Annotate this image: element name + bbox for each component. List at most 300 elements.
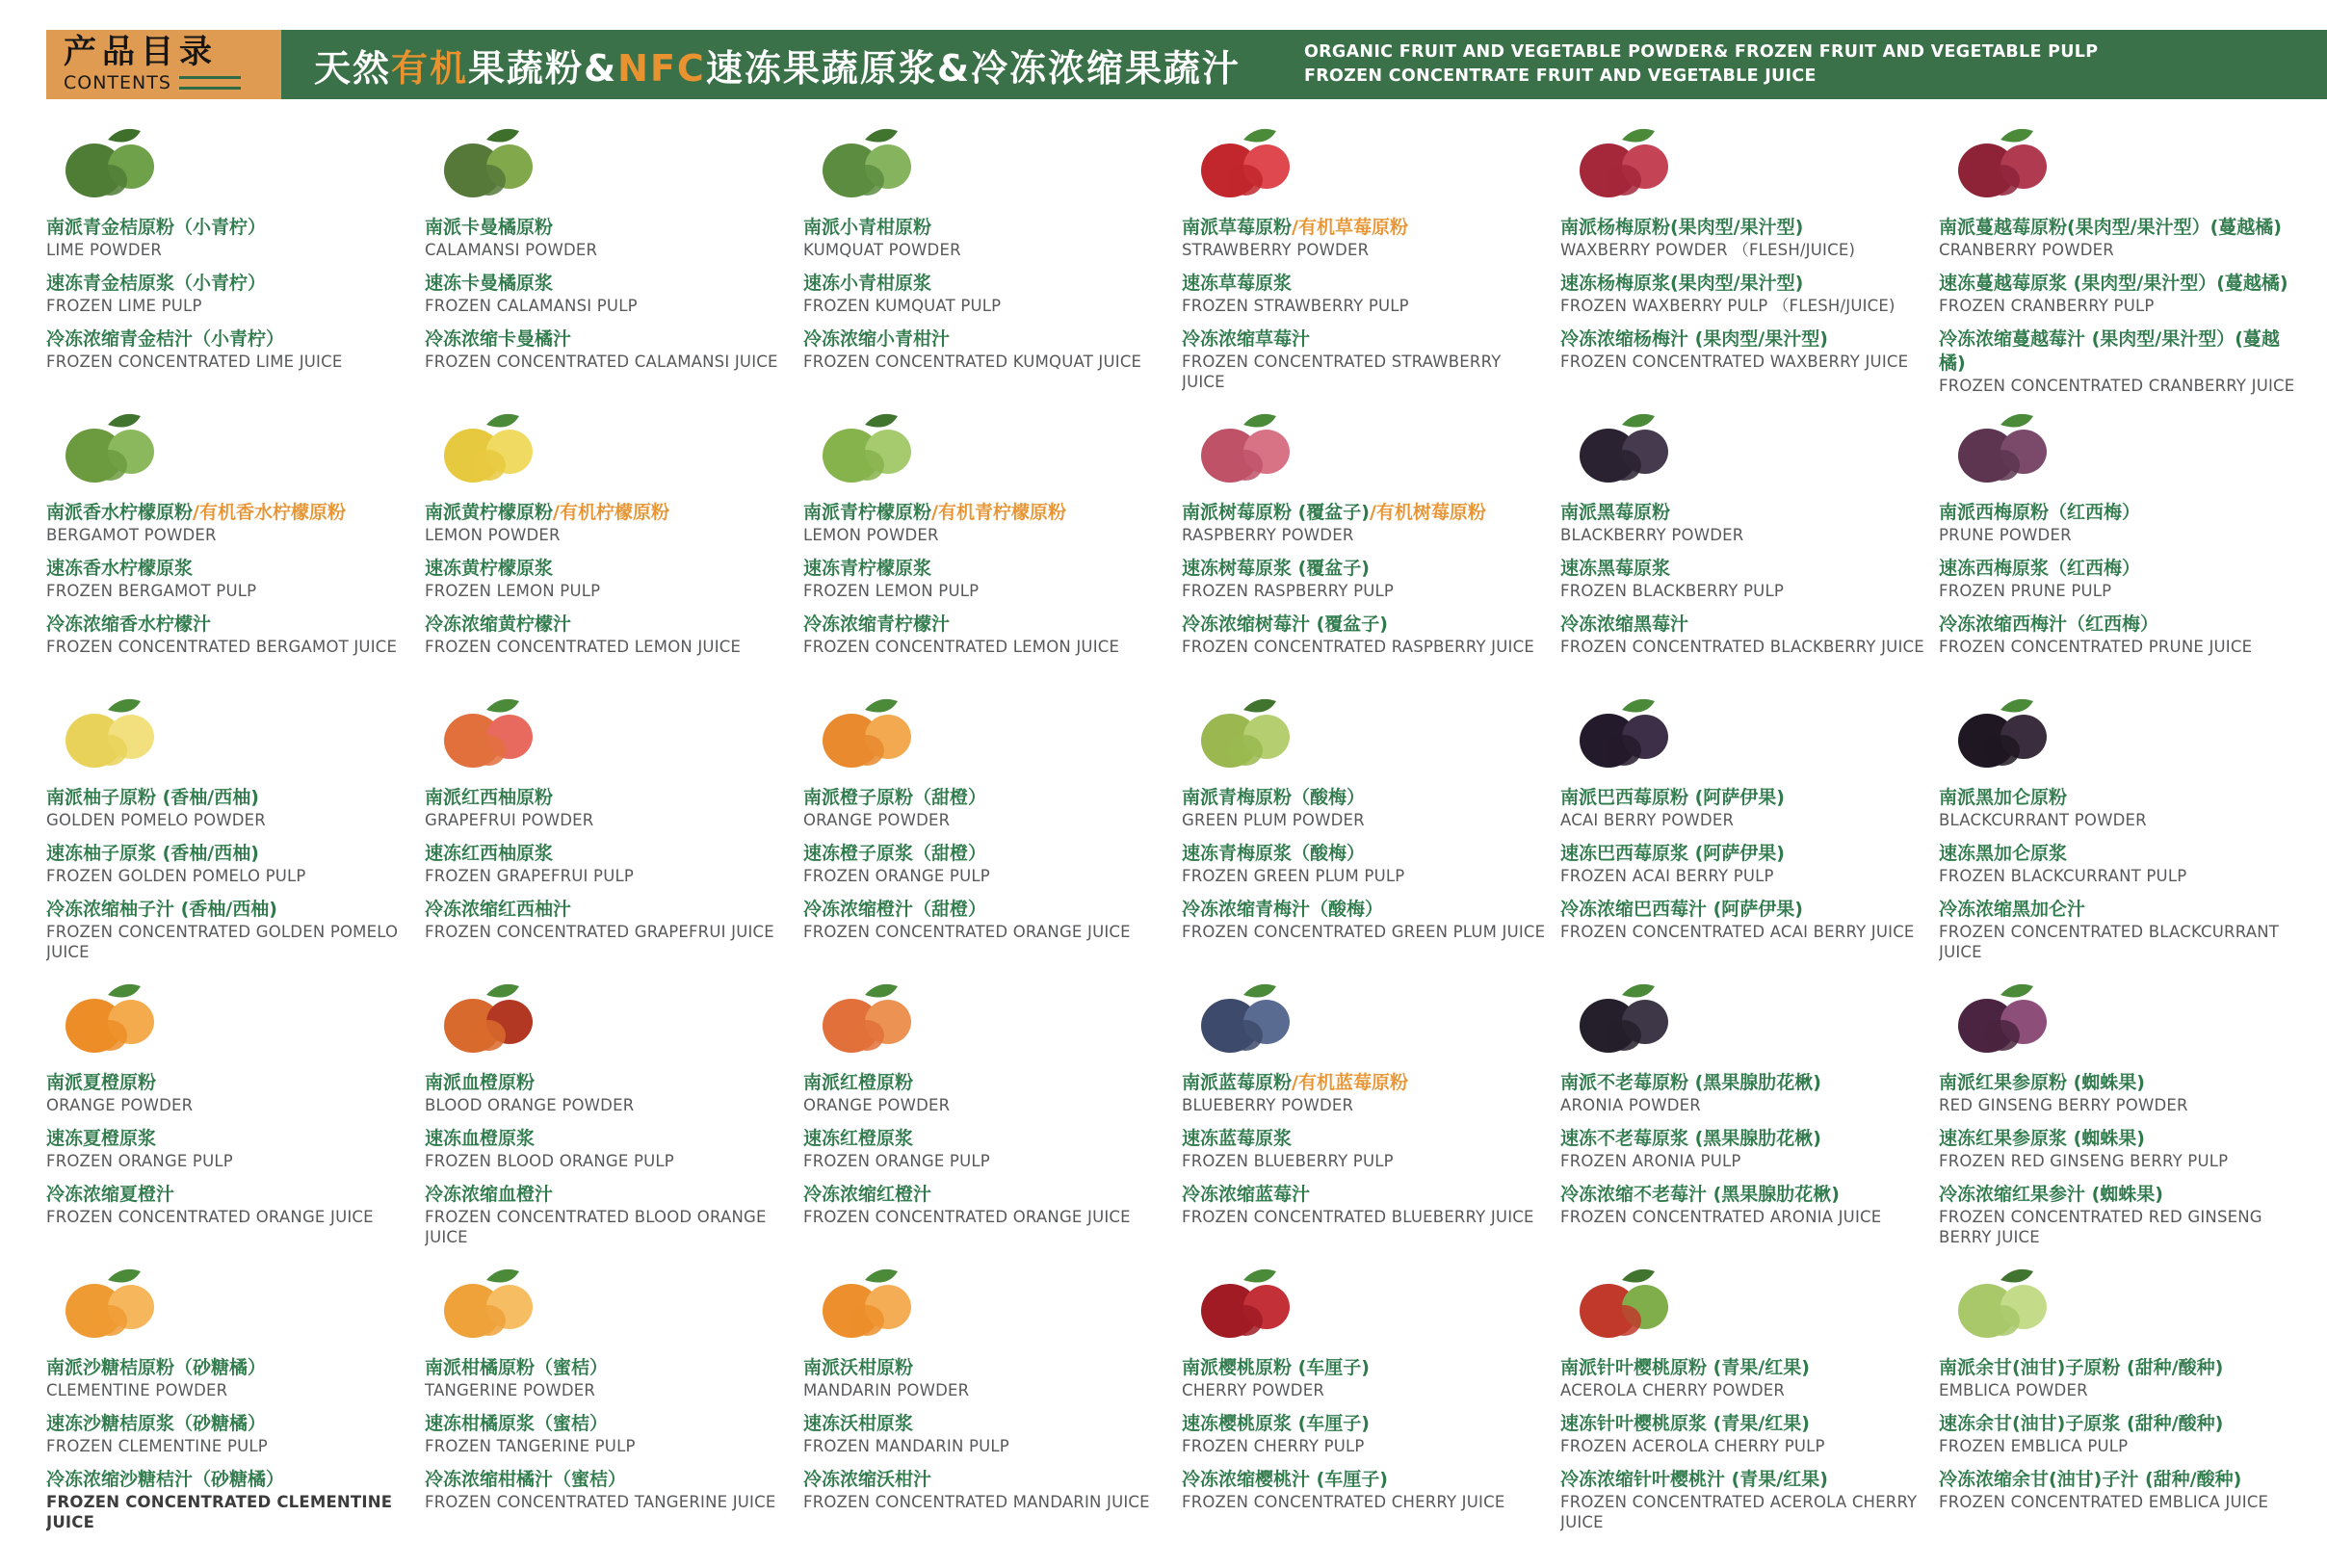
product-name-zh: 速冻沃柑原浆 xyxy=(803,1413,914,1434)
product-name-en: FROZEN CONCENTRATED ARONIA JUICE xyxy=(1560,1208,1882,1226)
product-name-zh: 南派橙子原粉（甜橙） xyxy=(803,787,987,808)
product-entry xyxy=(425,1468,792,1512)
product-name-en: FROZEN CONCENTRATED BLACKBERRY JUICE xyxy=(1560,638,1924,656)
product-entry xyxy=(1939,557,2306,601)
product-name-zh: 南派不老莓原粉 (黑果腺肋花楸) xyxy=(1560,1072,1821,1093)
emblica-photo xyxy=(1939,1260,2083,1348)
product-name-zh: 速冻血橙原浆 xyxy=(425,1128,536,1149)
product-entry xyxy=(1182,216,1549,260)
product-name-en: FROZEN RASPBERRY PULP xyxy=(1182,582,1395,600)
product-entry xyxy=(425,327,792,372)
product-entry xyxy=(1560,327,1927,372)
product-name-en: FROZEN ORANGE PULP xyxy=(46,1152,233,1170)
product-name-zh: 南派青金桔原粉（小青柠） xyxy=(46,217,267,238)
blueberry-photo xyxy=(1182,975,1326,1063)
product-entry xyxy=(803,557,1170,601)
product-name-zh: 速冻草莓原浆 xyxy=(1182,273,1293,294)
product-entry xyxy=(425,557,792,601)
product-name-en: FROZEN CONCENTRATED BERGAMOT JUICE xyxy=(46,638,398,656)
product-name-en: FROZEN WAXBERRY PULP （FLESH/JUICE) xyxy=(1560,297,1896,315)
product-entry xyxy=(803,1356,1170,1400)
product-entry xyxy=(1182,842,1549,886)
product-name-en: FROZEN CONCENTRATED ACEROLA CHERRY JUICE xyxy=(1560,1493,1918,1531)
product-entry xyxy=(1560,1071,1927,1115)
product-cell-waxberry xyxy=(1560,118,1927,403)
product-entry xyxy=(46,786,413,830)
product-cell-blackcurrant xyxy=(1939,688,2306,973)
product-name-en: FROZEN LIME PULP xyxy=(46,297,202,315)
product-name-zh: 南派树莓原粉 (覆盆子) xyxy=(1182,502,1370,523)
golden-pomelo-photo xyxy=(46,690,191,778)
product-name-zh: 南派青柠檬原粉 xyxy=(803,502,932,523)
contents-underline xyxy=(179,76,241,90)
product-name-en: FROZEN CONCENTRATED EMBLICA JUICE xyxy=(1939,1493,2269,1511)
product-cell-strawberry xyxy=(1182,118,1549,403)
product-name-en: FROZEN CONCENTRATED GRAPEFRUI JUICE xyxy=(425,923,774,941)
banner-en-line2: FROZEN CONCENTRATE FRUIT AND VEGETABLE JUICE xyxy=(1303,66,1817,86)
cranberry-photo xyxy=(1939,119,2083,208)
product-name-en: FROZEN CONCENTRATED CLEMENTINE JUICE xyxy=(46,1493,393,1531)
product-name-en: FROZEN ORANGE PULP xyxy=(803,867,990,885)
product-name-en: FROZEN RED GINSENG BERRY PULP xyxy=(1939,1152,2229,1170)
product-name-en: FROZEN CONCENTRATED LIME JUICE xyxy=(46,353,343,371)
product-name-zh: 冷冻浓缩蓝莓汁 xyxy=(1182,1184,1311,1205)
product-entry xyxy=(1182,898,1549,942)
product-name-zh: 南派黑莓原粉 xyxy=(1560,502,1671,523)
banner-title-en xyxy=(1304,40,2098,90)
product-entry xyxy=(803,1071,1170,1115)
product-entry xyxy=(1182,786,1549,830)
product-name-en: FROZEN KUMQUAT PULP xyxy=(803,297,1002,315)
product-name-en: FROZEN BLACKBERRY PULP xyxy=(1560,582,1785,600)
product-entry xyxy=(1560,1127,1927,1171)
banner-title-part: 有机 xyxy=(391,46,469,90)
product-name-en: ORANGE POWDER xyxy=(46,1096,194,1114)
product-name-en: FROZEN BERGAMOT PULP xyxy=(46,582,257,600)
green-lemon-photo xyxy=(803,405,948,493)
product-entry xyxy=(1939,272,2306,316)
product-entry xyxy=(1560,272,1927,316)
product-entry xyxy=(46,1127,413,1171)
product-entry xyxy=(1939,1412,2306,1456)
product-entry xyxy=(46,1356,413,1400)
product-entry xyxy=(1182,501,1549,545)
product-cell-red-ginseng-berry xyxy=(1939,973,2306,1258)
product-name-en: FROZEN GREEN PLUM PULP xyxy=(1182,867,1405,885)
product-cell-prune xyxy=(1939,403,2306,688)
aronia-photo xyxy=(1560,975,1705,1063)
product-name-en: FROZEN BLUEBERRY PULP xyxy=(1182,1152,1394,1170)
cherry-photo xyxy=(1182,1260,1326,1348)
product-name-zh: 速冻蓝莓原浆 xyxy=(1182,1128,1293,1149)
product-name-en: BERGAMOT POWDER xyxy=(46,526,217,544)
product-entry xyxy=(1560,786,1927,830)
product-name-zh: 冷冻浓缩余甘(油甘)子汁 (甜种/酸种) xyxy=(1939,1469,2242,1490)
product-entry xyxy=(46,501,413,545)
product-name-zh: 速冻针叶樱桃原浆 (青果/红果) xyxy=(1560,1413,1810,1434)
product-cell-green-lemon xyxy=(803,403,1170,688)
product-name-zh: 冷冻浓缩黄柠檬汁 xyxy=(425,614,572,635)
product-entry xyxy=(46,898,413,962)
product-name-zh: 冷冻浓缩柚子汁 (香柚/西柚) xyxy=(46,899,277,920)
product-name-en: FROZEN CONCENTRATED BLUEBERRY JUICE xyxy=(1182,1208,1534,1226)
summer-orange-photo xyxy=(46,975,191,1063)
product-name-zh: 南派小青柑原粉 xyxy=(803,217,932,238)
product-entry xyxy=(1560,842,1927,886)
product-entry xyxy=(1182,1071,1549,1115)
product-name-en: FROZEN CONCENTRATED RASPBERRY JUICE xyxy=(1182,638,1534,656)
product-name-zh: 速冻柑橘原浆（蜜桔） xyxy=(425,1413,609,1434)
red-ginseng-berry-photo xyxy=(1939,975,2083,1063)
product-name-en: FROZEN CONCENTRATED GREEN PLUM JUICE xyxy=(1182,923,1546,941)
product-entry xyxy=(1939,898,2306,962)
product-entry xyxy=(1182,1412,1549,1456)
product-entry xyxy=(1939,216,2306,260)
product-name-zh: 南派蓝莓原粉 xyxy=(1182,1072,1293,1093)
product-cell-blackberry xyxy=(1560,403,1927,688)
product-name-en: FROZEN GRAPEFRUI PULP xyxy=(425,867,635,885)
product-name-en: WAXBERRY POWDER （FLESH/JUICE) xyxy=(1560,241,1856,259)
product-name-en: FROZEN CRANBERRY PULP xyxy=(1939,297,2155,315)
product-name-en: FROZEN BLOOD ORANGE PULP xyxy=(425,1152,674,1170)
product-name-zh: 冷冻浓缩蔓越莓汁 (果肉型/果汁型）(蔓越橘) xyxy=(1939,328,2280,374)
acai-berry-photo xyxy=(1560,690,1705,778)
product-cell-tangerine xyxy=(425,1258,792,1543)
product-name-zh-organic: /有机青柠檬原粉 xyxy=(931,502,1066,523)
product-entry xyxy=(803,327,1170,372)
product-cell-emblica xyxy=(1939,1258,2306,1543)
product-name-zh: 南派柑橘原粉（蜜桔） xyxy=(425,1357,609,1378)
product-name-zh: 速冻青柠檬原浆 xyxy=(803,558,932,579)
product-name-zh: 冷冻浓缩橙汁（甜橙） xyxy=(803,899,987,920)
product-name-en: FROZEN CONCENTRATED BLOOD ORANGE JUICE xyxy=(425,1208,767,1246)
product-name-zh: 冷冻浓缩香水柠檬汁 xyxy=(46,614,212,635)
contents-title-en: CONTENTS xyxy=(64,71,171,93)
product-name-zh: 速冻黑莓原浆 xyxy=(1560,558,1671,579)
banner-en-line1: ORGANIC FRUIT AND VEGETABLE POWDER& FROZEN FRUIT AND VEGETABLE PULP xyxy=(1303,41,2099,62)
product-entry xyxy=(425,786,792,830)
product-name-en: FROZEN CLEMENTINE PULP xyxy=(46,1437,268,1455)
product-entry xyxy=(803,1183,1170,1227)
product-name-zh: 冷冻浓缩针叶樱桃汁 (青果/红果) xyxy=(1560,1469,1828,1490)
product-entry xyxy=(803,1412,1170,1456)
product-cell-sweet-orange xyxy=(803,688,1170,973)
product-name-en: FROZEN CONCENTRATED ACAI BERRY JUICE xyxy=(1560,923,1915,941)
product-name-en: FROZEN CONCENTRATED LEMON JUICE xyxy=(425,638,742,656)
product-entry xyxy=(425,1127,792,1171)
banner xyxy=(281,30,2327,99)
product-name-en: FROZEN CONCENTRATED STRAWBERRY JUICE xyxy=(1182,353,1502,391)
product-name-en: FROZEN CONCENTRATED ORANGE JUICE xyxy=(803,923,1131,941)
product-name-zh: 南派卡曼橘原粉 xyxy=(425,217,554,238)
product-entry xyxy=(1560,1356,1927,1400)
product-entry xyxy=(803,786,1170,830)
product-name-en: FROZEN STRAWBERRY PULP xyxy=(1182,297,1409,315)
product-cell-blueberry xyxy=(1182,973,1549,1258)
product-entry xyxy=(425,1071,792,1115)
product-entry xyxy=(1560,613,1927,657)
product-name-en: RASPBERRY POWDER xyxy=(1182,526,1354,544)
contents-box xyxy=(46,30,281,99)
product-name-zh: 南派红橙原粉 xyxy=(803,1072,914,1093)
product-name-zh-organic: /有机树莓原粉 xyxy=(1369,502,1486,523)
product-entry xyxy=(1182,557,1549,601)
product-entry xyxy=(46,327,413,372)
product-name-zh: 速冻樱桃原浆 (车厘子) xyxy=(1182,1413,1370,1434)
red-orange-photo xyxy=(803,975,948,1063)
product-name-en: FROZEN CONCENTRATED RED GINSENG BERRY JUICE xyxy=(1939,1208,2262,1246)
product-name-zh: 南派红西柚原粉 xyxy=(425,787,554,808)
product-cell-calamansi xyxy=(425,118,792,403)
product-name-en: FROZEN CONCENTRATED WAXBERRY JUICE xyxy=(1560,353,1909,371)
product-entry xyxy=(46,1071,413,1115)
product-name-en: GOLDEN POMELO POWDER xyxy=(46,811,266,829)
product-entry xyxy=(1939,1183,2306,1247)
tangerine-photo xyxy=(425,1260,569,1348)
product-name-zh: 冷冻浓缩巴西莓汁 (阿萨伊果) xyxy=(1560,899,1803,920)
product-name-zh: 速冻红果参原浆 (蜘蛛果) xyxy=(1939,1128,2145,1149)
lime-photo xyxy=(46,119,191,208)
product-cell-summer-orange xyxy=(46,973,413,1258)
product-name-zh: 冷冻浓缩沙糖桔汁（砂糖橘） xyxy=(46,1469,285,1490)
product-name-zh: 冷冻浓缩夏橙汁 xyxy=(46,1184,175,1205)
product-name-en: RED GINSENG BERRY POWDER xyxy=(1939,1096,2188,1114)
product-name-zh: 速冻红橙原浆 xyxy=(803,1128,914,1149)
product-entry xyxy=(46,1183,413,1227)
product-entry xyxy=(1939,327,2306,396)
green-kumquat-photo xyxy=(803,119,948,208)
product-name-en: MANDARIN POWDER xyxy=(803,1381,970,1399)
product-name-zh: 南派针叶樱桃原粉 (青果/红果) xyxy=(1560,1357,1810,1378)
product-name-zh: 南派巴西莓原粉 (阿萨伊果) xyxy=(1560,787,1785,808)
product-name-zh: 速冻余甘(油甘)子原浆 (甜种/酸种) xyxy=(1939,1413,2224,1434)
banner-title-part: 天然 xyxy=(314,46,392,90)
product-entry xyxy=(803,842,1170,886)
product-name-zh: 速冻沙糖桔原浆（砂糖橘） xyxy=(46,1413,267,1434)
product-name-zh: 南派沙糖桔原粉（砂糖橘） xyxy=(46,1357,267,1378)
product-grid xyxy=(46,118,2306,1543)
product-cell-red-orange xyxy=(803,973,1170,1258)
strawberry-photo xyxy=(1182,119,1326,208)
product-name-en: LEMON POWDER xyxy=(803,526,939,544)
product-name-zh: 速冻柚子原浆 (香柚/西柚) xyxy=(46,843,259,864)
blackcurrant-photo xyxy=(1939,690,2083,778)
product-name-zh: 速冻橙子原浆（甜橙） xyxy=(803,843,987,864)
product-name-en: TANGERINE POWDER xyxy=(425,1381,596,1399)
product-name-en: FROZEN CONCENTRATED BLACKCURRANT JUICE xyxy=(1939,923,2280,961)
raspberry-photo xyxy=(1182,405,1326,493)
product-name-zh: 冷冻浓缩不老莓汁 (黑果腺肋花楸) xyxy=(1560,1184,1840,1205)
product-entry xyxy=(46,216,413,260)
product-name-zh: 冷冻浓缩红西柚汁 xyxy=(425,899,572,920)
product-name-zh: 冷冻浓缩血橙汁 xyxy=(425,1184,554,1205)
product-entry xyxy=(46,1468,413,1532)
product-name-en: LEMON POWDER xyxy=(425,526,561,544)
product-entry xyxy=(46,557,413,601)
product-name-zh: 速冻夏橙原浆 xyxy=(46,1128,157,1149)
product-name-en: FROZEN GOLDEN POMELO PULP xyxy=(46,867,306,885)
product-name-zh: 南派蔓越莓原粉(果肉型/果汁型）(蔓越橘) xyxy=(1939,217,2282,238)
product-name-en: FROZEN PRUNE PULP xyxy=(1939,582,2112,600)
product-name-en: CRANBERRY POWDER xyxy=(1939,241,2114,259)
product-name-zh: 南派黑加仑原粉 xyxy=(1939,787,2068,808)
product-name-zh: 冷冻浓缩红橙汁 xyxy=(803,1184,932,1205)
product-name-en: ARONIA POWDER xyxy=(1560,1096,1701,1114)
product-name-en: ORANGE POWDER xyxy=(803,811,951,829)
product-entry xyxy=(1939,613,2306,657)
clementine-photo xyxy=(46,1260,191,1348)
product-name-en: BLUEBERRY POWDER xyxy=(1182,1096,1354,1114)
product-entry xyxy=(425,1183,792,1247)
product-name-en: BLOOD ORANGE POWDER xyxy=(425,1096,635,1114)
product-name-zh: 速冻青梅原浆（酸梅） xyxy=(1182,843,1366,864)
grapefruit-photo xyxy=(425,690,569,778)
product-cell-green-kumquat xyxy=(803,118,1170,403)
banner-title-part: NFC xyxy=(617,46,706,90)
product-entry xyxy=(425,898,792,942)
product-name-zh: 冷冻浓缩黑加仑汁 xyxy=(1939,899,2086,920)
prune-photo xyxy=(1939,405,2083,493)
product-cell-lemon xyxy=(425,403,792,688)
product-name-en: FROZEN CONCENTRATED CRANBERRY JUICE xyxy=(1939,377,2295,395)
product-entry xyxy=(425,216,792,260)
product-entry xyxy=(425,842,792,886)
product-cell-lime xyxy=(46,118,413,403)
product-name-en: FROZEN ACEROLA CHERRY PULP xyxy=(1560,1437,1825,1455)
product-name-zh: 南派西梅原粉（红西梅） xyxy=(1939,502,2141,523)
product-name-zh-organic: /有机香水柠檬原粉 xyxy=(193,502,346,523)
product-name-zh-organic: /有机蓝莓原粉 xyxy=(1292,1072,1408,1093)
product-name-en: FROZEN LEMON PULP xyxy=(425,582,601,600)
product-entry xyxy=(803,501,1170,545)
product-name-zh: 速冻小青柑原浆 xyxy=(803,273,932,294)
product-name-en: FROZEN ARONIA PULP xyxy=(1560,1152,1741,1170)
product-name-en: EMBLICA POWDER xyxy=(1939,1381,2088,1399)
product-name-en: FROZEN CONCENTRATED TANGERINE JUICE xyxy=(425,1493,776,1511)
product-name-en: STRAWBERRY POWDER xyxy=(1182,241,1370,259)
product-entry xyxy=(1560,557,1927,601)
banner-title-part: 果蔬粉& xyxy=(468,46,618,90)
product-name-en: FROZEN CALAMANSI PULP xyxy=(425,297,638,315)
product-name-en: ACAI BERRY POWDER xyxy=(1560,811,1735,829)
bergamot-photo xyxy=(46,405,191,493)
waxberry-photo xyxy=(1560,119,1705,208)
blood-orange-photo xyxy=(425,975,569,1063)
product-name-en: GREEN PLUM POWDER xyxy=(1182,811,1365,829)
product-name-zh: 冷冻浓缩青柠檬汁 xyxy=(803,614,951,635)
product-entry xyxy=(1939,1071,2306,1115)
product-name-zh: 南派血橙原粉 xyxy=(425,1072,536,1093)
product-entry xyxy=(1182,1127,1549,1171)
product-name-zh: 速冻红西柚原浆 xyxy=(425,843,554,864)
product-entry xyxy=(425,613,792,657)
product-entry xyxy=(1560,216,1927,260)
product-entry xyxy=(1182,327,1549,392)
product-name-en: BLACKCURRANT POWDER xyxy=(1939,811,2147,829)
product-name-en: GRAPEFRUI POWDER xyxy=(425,811,594,829)
product-name-zh: 南派香水柠檬原粉 xyxy=(46,502,194,523)
product-name-zh: 速冻黑加仑原浆 xyxy=(1939,843,2068,864)
product-entry xyxy=(1560,1412,1927,1456)
product-name-en: CALAMANSI POWDER xyxy=(425,241,598,259)
product-name-zh: 速冻黄柠檬原浆 xyxy=(425,558,554,579)
product-name-zh: 速冻卡曼橘原浆 xyxy=(425,273,554,294)
product-name-en: CHERRY POWDER xyxy=(1182,1381,1324,1399)
lemon-photo xyxy=(425,405,569,493)
product-name-en: FROZEN CONCENTRATED ORANGE JUICE xyxy=(803,1208,1131,1226)
product-name-zh: 冷冻浓缩小青柑汁 xyxy=(803,328,951,350)
product-entry xyxy=(1182,272,1549,316)
product-name-en: FROZEN CHERRY PULP xyxy=(1182,1437,1365,1455)
product-name-zh: 速冻不老莓原浆 (黑果腺肋花楸) xyxy=(1560,1128,1821,1149)
product-name-en: ACEROLA CHERRY POWDER xyxy=(1560,1381,1786,1399)
product-name-en: FROZEN CONCENTRATED MANDARIN JUICE xyxy=(803,1493,1150,1511)
product-entry xyxy=(1939,1356,2306,1400)
product-name-en: FROZEN MANDARIN PULP xyxy=(803,1437,1009,1455)
product-name-en: FROZEN LEMON PULP xyxy=(803,582,980,600)
product-name-en: KUMQUAT POWDER xyxy=(803,241,961,259)
product-name-en: FROZEN CONCENTRATED CHERRY JUICE xyxy=(1182,1493,1505,1511)
product-name-zh: 冷冻浓缩樱桃汁 (车厘子) xyxy=(1182,1469,1388,1490)
product-name-en: FROZEN CONCENTRATED GOLDEN POMELO JUICE xyxy=(46,923,399,961)
product-name-zh: 冷冻浓缩杨梅汁 (果肉型/果汁型) xyxy=(1560,328,1828,350)
product-name-en: FROZEN ORANGE PULP xyxy=(803,1152,990,1170)
product-name-zh: 南派沃柑原粉 xyxy=(803,1357,914,1378)
product-cell-bergamot xyxy=(46,403,413,688)
product-name-en: BLACKBERRY POWDER xyxy=(1560,526,1744,544)
product-name-en: ORANGE POWDER xyxy=(803,1096,951,1114)
product-name-en: FROZEN CONCENTRATED KUMQUAT JUICE xyxy=(803,353,1142,371)
product-entry xyxy=(1560,898,1927,942)
product-entry xyxy=(425,1356,792,1400)
product-name-zh: 速冻杨梅原浆(果肉型/果汁型) xyxy=(1560,273,1804,294)
product-name-zh: 南派柚子原粉 (香柚/西柚) xyxy=(46,787,259,808)
product-cell-green-plum xyxy=(1182,688,1549,973)
product-name-zh: 南派红果参原粉 (蜘蛛果) xyxy=(1939,1072,2145,1093)
product-name-zh: 南派樱桃原粉 (车厘子) xyxy=(1182,1357,1370,1378)
product-entry xyxy=(46,272,413,316)
product-cell-acerola-cherry xyxy=(1560,1258,1927,1543)
product-name-zh: 南派青梅原粉（酸梅） xyxy=(1182,787,1366,808)
product-entry xyxy=(1560,501,1927,545)
product-name-en: LIME POWDER xyxy=(46,241,163,259)
product-cell-acai-berry xyxy=(1560,688,1927,973)
product-name-zh: 南派夏橙原粉 xyxy=(46,1072,157,1093)
product-cell-blood-orange xyxy=(425,973,792,1258)
product-entry xyxy=(425,272,792,316)
banner-title-part: 速冻果蔬原浆&冷冻浓缩果蔬汁 xyxy=(705,46,1241,90)
product-name-zh: 南派草莓原粉 xyxy=(1182,217,1293,238)
product-name-en: FROZEN CONCENTRATED CALAMANSI JUICE xyxy=(425,353,778,371)
product-name-zh: 冷冻浓缩西梅汁（红西梅） xyxy=(1939,614,2159,635)
banner-title-zh xyxy=(314,39,1241,91)
product-entry xyxy=(425,501,792,545)
green-plum-photo xyxy=(1182,690,1326,778)
product-entry xyxy=(803,216,1170,260)
page-header xyxy=(46,30,2327,99)
product-name-zh: 冷冻浓缩柑橘汁（蜜桔） xyxy=(425,1469,627,1490)
product-name-zh: 南派黄柠檬原粉 xyxy=(425,502,554,523)
product-name-zh: 速冻香水柠檬原浆 xyxy=(46,558,194,579)
product-name-zh: 冷冻浓缩沃柑汁 xyxy=(803,1469,932,1490)
product-name-zh: 南派余甘(油甘)子原粉 (甜种/酸种) xyxy=(1939,1357,2224,1378)
sweet-orange-photo xyxy=(803,690,948,778)
product-name-en: FROZEN CONCENTRATED ORANGE JUICE xyxy=(46,1208,374,1226)
product-entry xyxy=(46,1412,413,1456)
product-name-zh: 速冻巴西莓原浆 (阿萨伊果) xyxy=(1560,843,1785,864)
product-entry xyxy=(1182,1356,1549,1400)
product-entry xyxy=(1560,1183,1927,1227)
